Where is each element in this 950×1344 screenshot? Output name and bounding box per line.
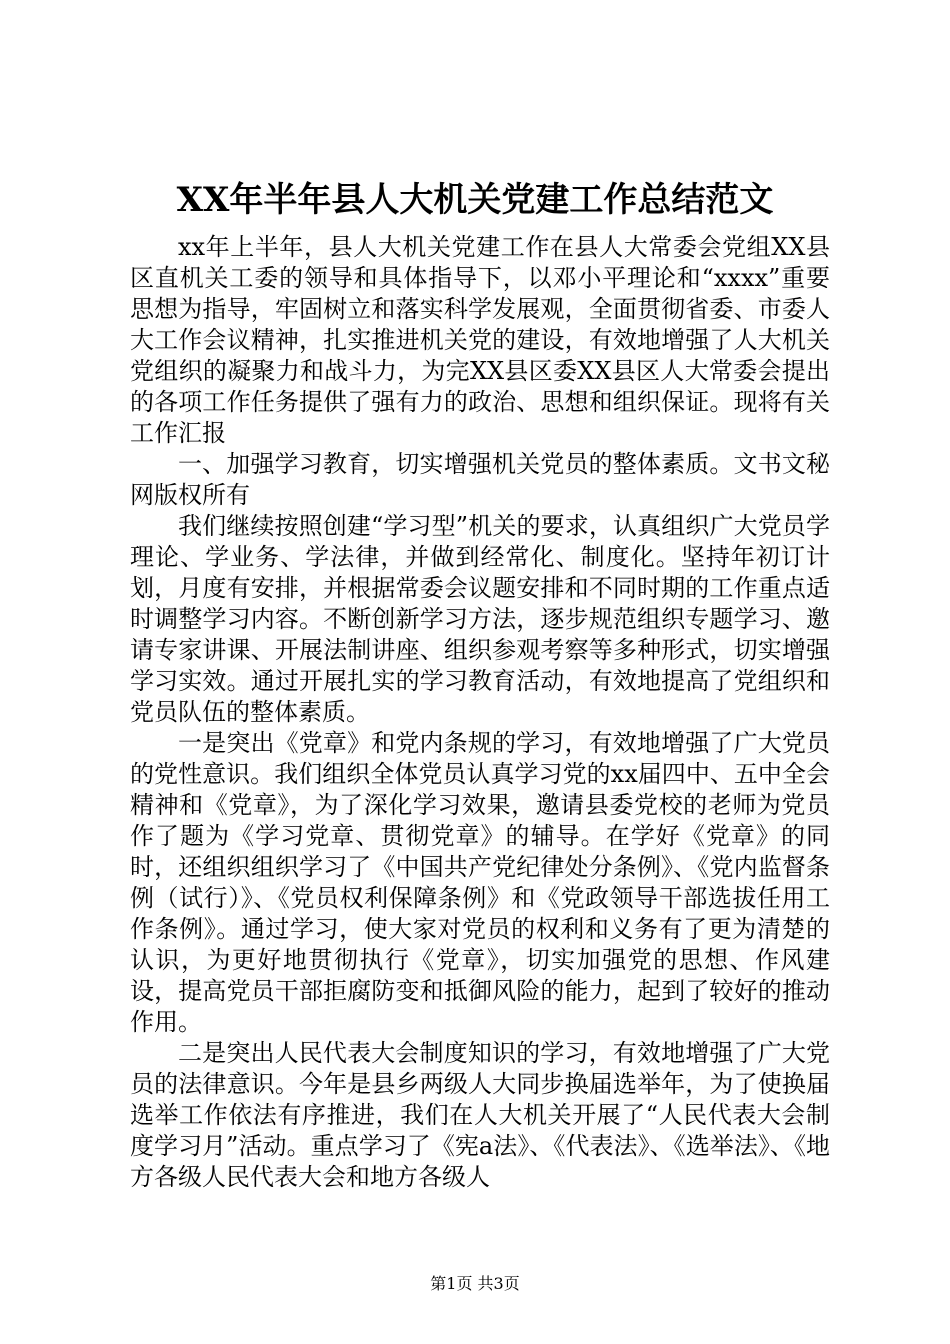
paragraph-intro: xx年上半年，县人大机关党建工作在县人大常委会党组XX县区直机关工委的领导和具体指导下，以邓小平理论和“xxxx”重要思想为指导，牢固树立和落实科学发展观，全面贯彻省委、市委人大工作会议精神，扎实推进机关党的建设，有效地增强了人大机关党组织的凝聚力和战斗力，为完XX县区委XX县区人大常委会提出的各项工作任务提供了强有力的政治、思想和组织保证。现将有关工作汇报 — [130, 233, 830, 447]
document-body — [130, 232, 830, 1193]
page-footer: 第1页 共3页 — [430, 1274, 520, 1293]
paragraph-congress-system: 二是突出人民代表大会制度知识的学习，有效地增强了广大党员的法律意识。今年是县乡两级人大同步换届选举年，为了使换届选举工作依法有序推进，我们在人大机关开展了“人民代表大会制度学习月”活动。重点学习了《宪a法》、《代表法》、《选举法》、《地方各级人民代表大会和地方各级人 — [130, 1039, 830, 1191]
paragraph-party-constitution: 一是突出《党章》和党内条规的学习，有效地增强了广大党员的党性意识。我们组织全体党员认真学习党的xx届四中、五中全会精神和《党章》，为了深化学习效果，邀请县委党校的老师为党员作了题为《学习党章、贯彻党章》的辅导。在学好《党章》的同时，还组织组织学习了《中国共产党纪律处分条例》、《党内监督条例（试行）》、《党员权利保障条例》和《党政领导干部选拔任用工作条例》。通过学习，使大家对党员的权利和义务有了更为清楚的认识，为更好地贯彻执行《党章》，切实加强党的思想、作风建设，提高党员干部拒腐防变和抵御风险的能力，起到了较好的推动作用。 — [130, 729, 830, 1036]
paragraph-learning: 我们继续按照创建“学习型”机关的要求，认真组织广大党员学理论、学业务、学法律，并做到经常化、制度化。坚持年初订计划，月度有安排，并根据常委会议题安排和不同时期的工作重点适时调整学习内容。不断创新学习方法，逐步规范组织专题学习、邀请专家讲课、开展法制讲座、组织参观考察等多种形式，切实增强学习实效。通过开展扎实的学习教育活动，有效地提高了党组织和党员队伍的整体素质。 — [130, 512, 830, 726]
paragraph-section-heading: 一、加强学习教育，切实增强机关党员的整体素质。文书文秘网版权所有 — [130, 450, 830, 509]
document-title: XX年半年县人大机关党建工作总结范文 — [176, 180, 774, 220]
